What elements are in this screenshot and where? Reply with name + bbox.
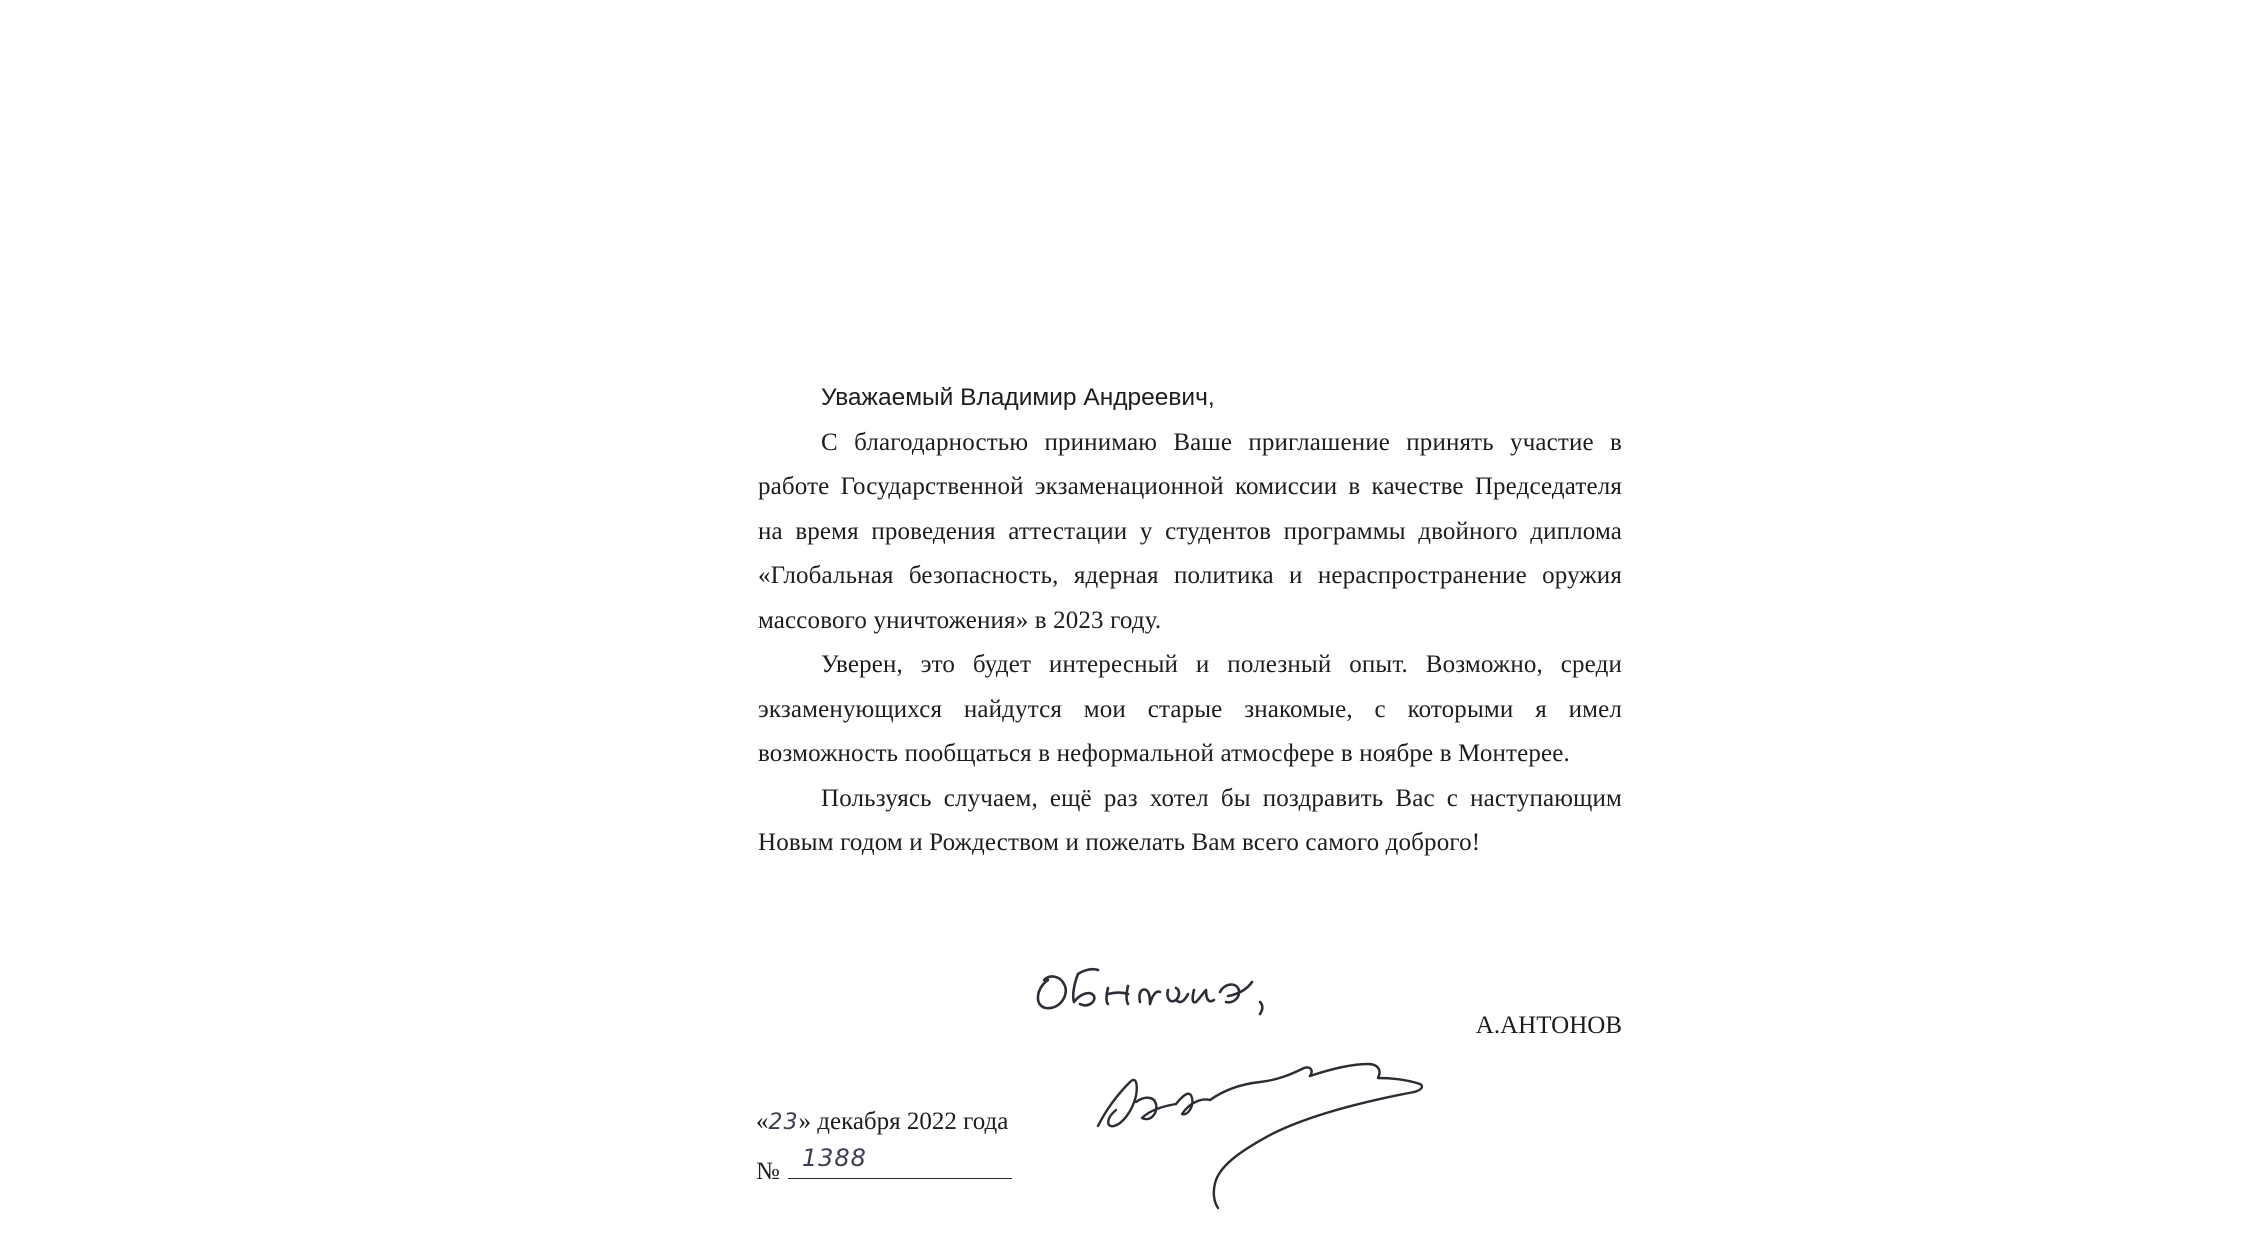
number-label: №	[756, 1158, 780, 1185]
date-day-handwritten: 23	[768, 1110, 799, 1135]
letter-paragraph-3: Пользуясь случаем, ещё раз хотел бы поздравить Вас с наступающим Новым годом и Рождеством и пожелать Вам всего самого доброго!	[758, 784, 1622, 856]
signature-image	[1092, 1040, 1452, 1210]
number-value-handwritten: 1388	[801, 1144, 867, 1172]
number-line	[756, 1144, 1012, 1186]
date-rest: » декабря 2022 года	[798, 1108, 1009, 1135]
number-field	[788, 1144, 1012, 1179]
date-line	[756, 1108, 1008, 1136]
letter-body	[758, 376, 1622, 866]
date-open-quote: «	[756, 1108, 769, 1135]
signer-name: А.АНТОНОВ	[1475, 1012, 1622, 1039]
handwritten-closing-drawing	[1028, 944, 1428, 1024]
letter-paragraph-2: Уверен, это будет интересный и полезный опыт. Возможно, среди экзаменующихся найдутся мои старые знакомые, с которыми я имел возможность пообщаться в неформальной атмосфере в ноябре в Монтерее.	[758, 651, 1622, 767]
handwritten-closing	[1028, 944, 1428, 1024]
signature-drawing	[1092, 1040, 1452, 1210]
letter-paragraph-1: С благодарностью принимаю Ваше приглашение принять участие в работе Государственной экзаменационной комиссии в качестве Председателя на время проведения аттестации у студентов программы двойного диплома «Глобальная безопасность, ядерная политика и нераспространение оружия массового уничтожения» в 2023 году.	[758, 428, 1622, 634]
letter-greeting: Уважаемый Владимир Андреевич,	[821, 384, 1215, 411]
